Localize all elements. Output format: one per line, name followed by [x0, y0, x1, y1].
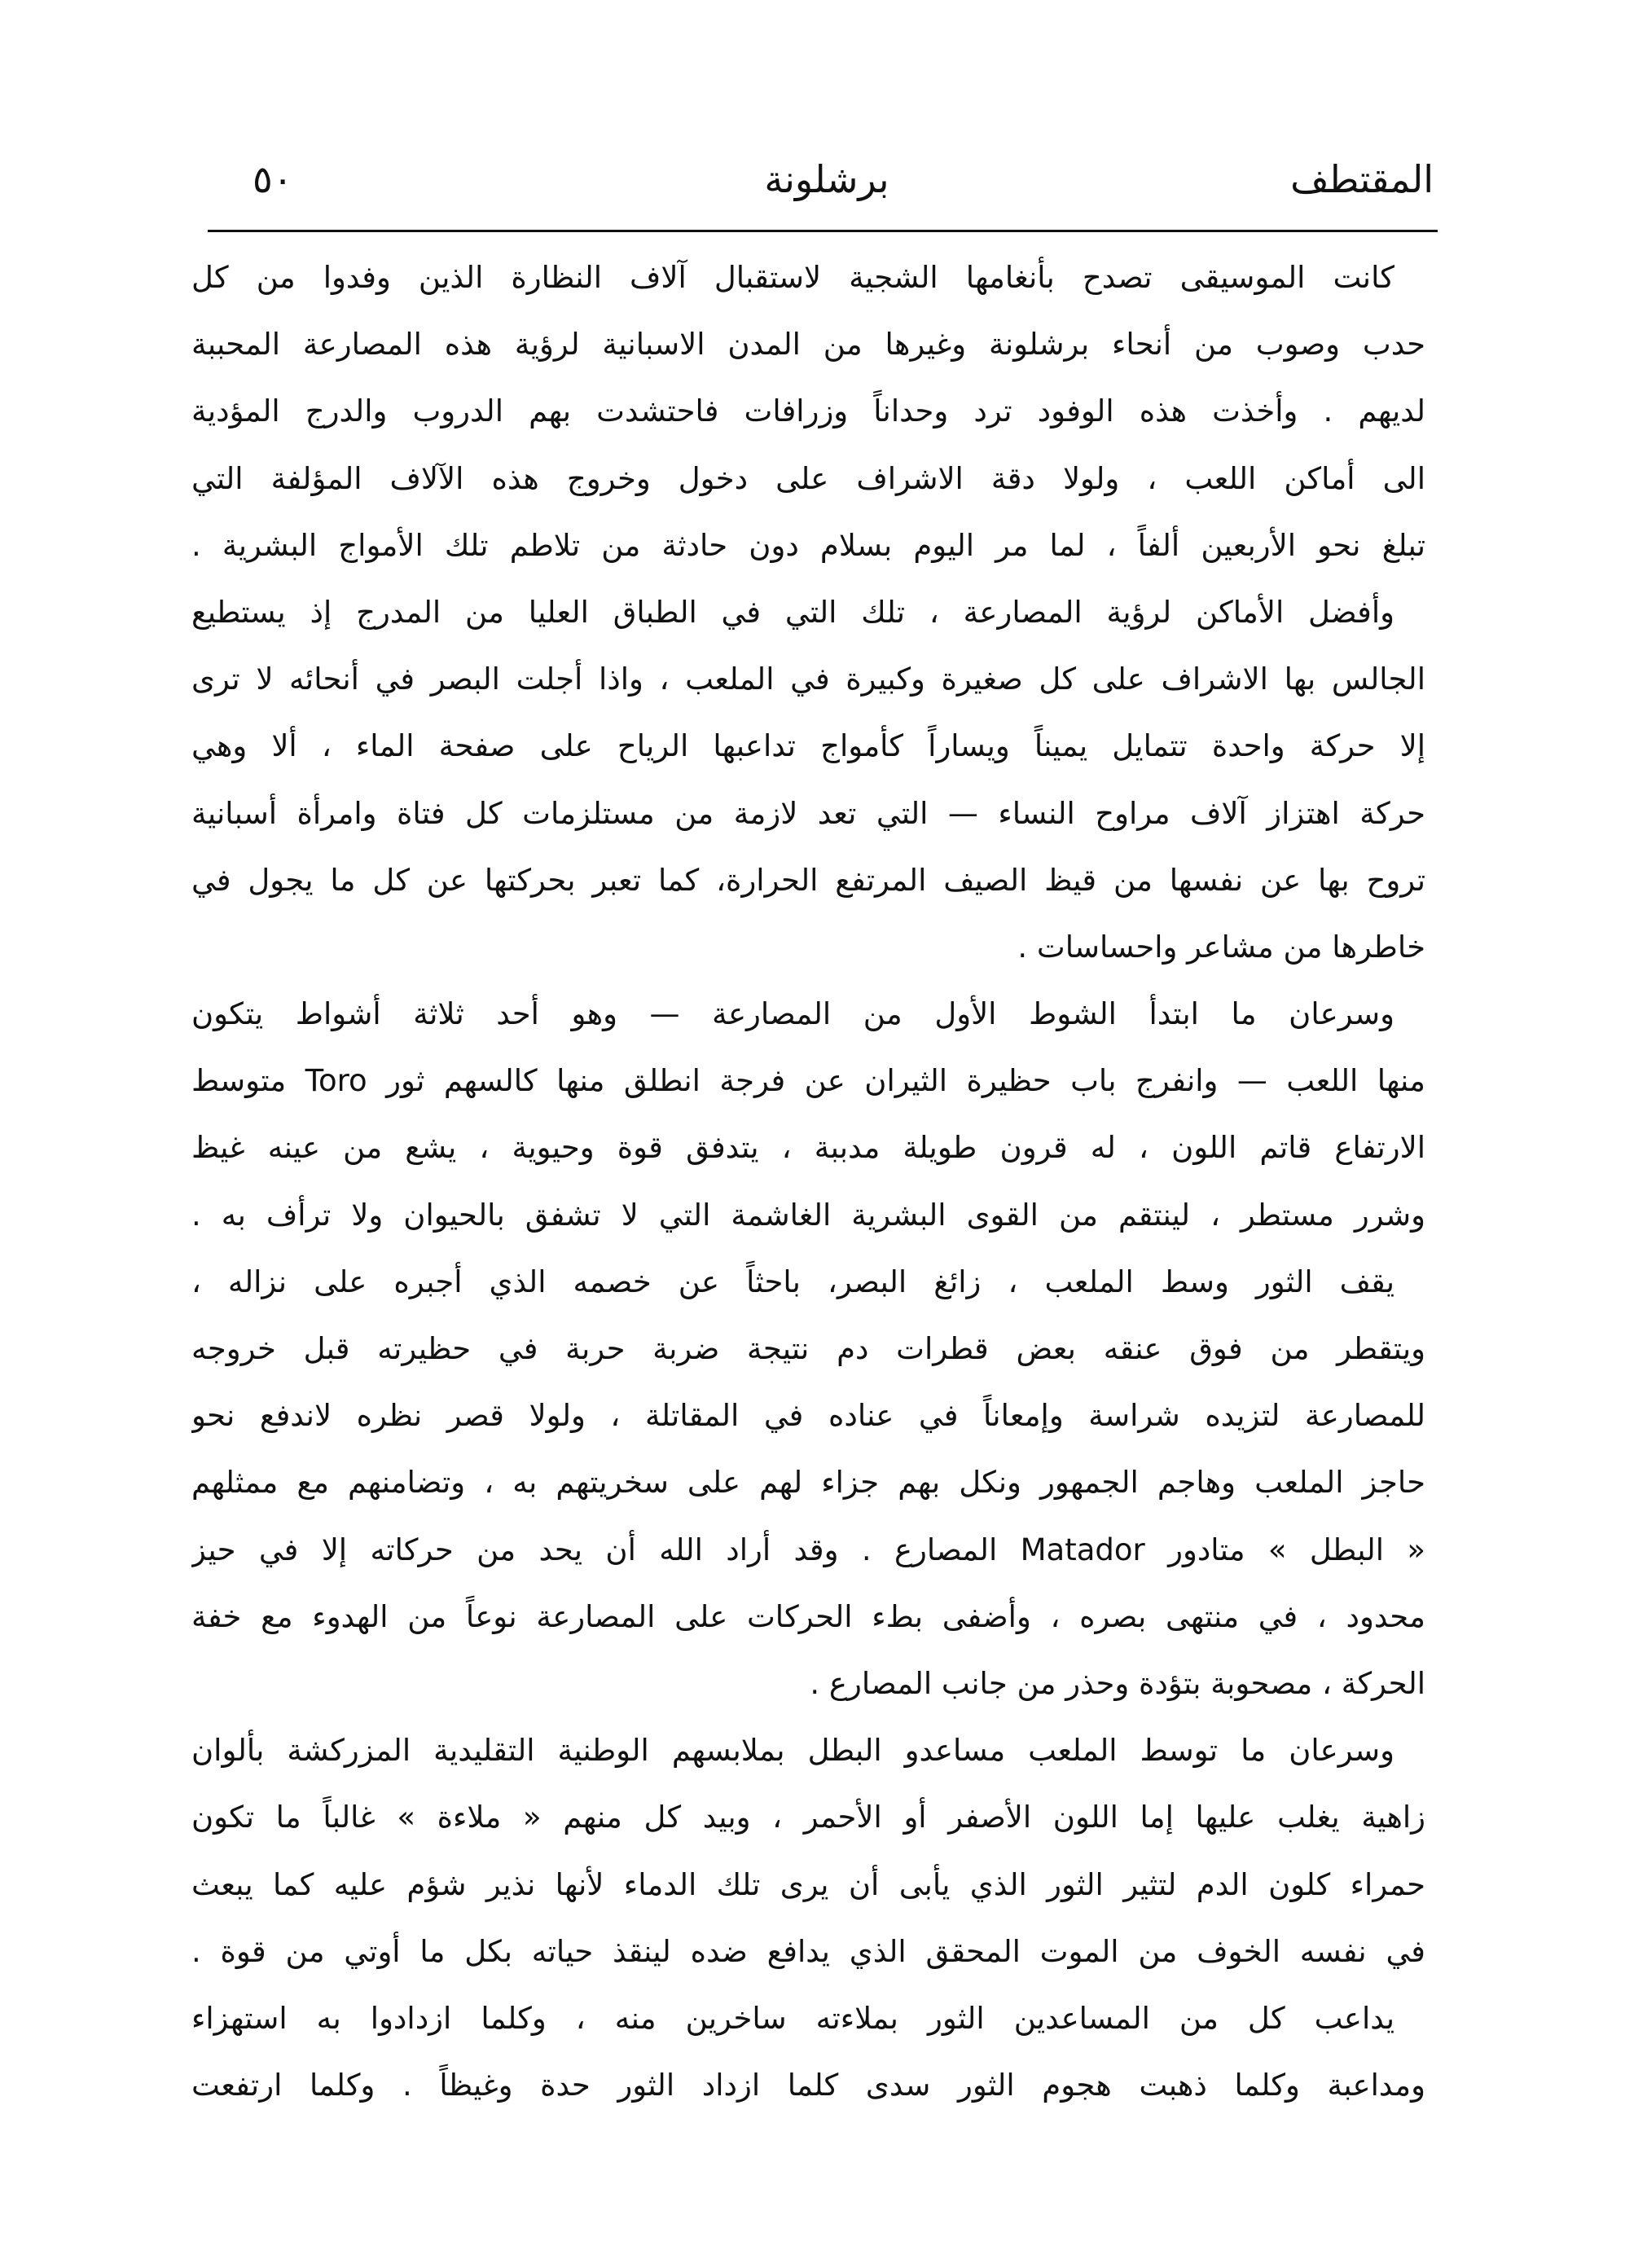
page-number: ٥٠ — [253, 157, 293, 201]
text-line: وسرعان ما ابتدأ الشوط الأول من المصارعة — وهو أحد ثلاثة أشواط يتكون — [191, 996, 1394, 1032]
text-line: خاطرها من مشاعر واحساسات . — [1017, 929, 1425, 965]
text-line: لديهم . وأخذت هذه الوفود ترد وحداناً وزرافات فاحتشدت بهم الدروب والدرج المؤدية — [191, 393, 1425, 429]
text-line: تبلغ نحو الأربعين ألفاً ، لما مر اليوم بسلام دون حادثة من تلاطم تلك الأمواج البشرية . — [191, 527, 1425, 563]
text-line: وسرعان ما توسط الملعب مساعدو البطل بملابسهم الوطنية التقليدية المزركشة بألوان — [191, 1733, 1394, 1769]
text-line: محدود ، في منتهى بصره ، وأضفى بطء الحركات على المصارعة نوعاً من الهدوء مع خفة — [191, 1598, 1425, 1634]
text-line: الحركة ، مصحوبة بتؤدة وحذر من جانب المصارع . — [810, 1665, 1425, 1701]
text-line: الجالس بها الاشراف على كل صغيرة وكبيرة في الملعب ، واذا أجلت البصر في أنحائه لا ترى — [191, 662, 1425, 697]
header-rule — [208, 230, 1438, 232]
text-line: حركة اهتزاز آلاف مراوح النساء — التي تعد لازمة من مستلزمات كل فتاة وامرأة أسبانية — [191, 795, 1425, 831]
text-line: ومداعبة وكلما ذهبت هجوم الثور سدى كلما ازداد الثور حدة وغيظاً . وكلما ارتفعت — [191, 2068, 1425, 2103]
text-line: « البطل » متادور Matador المصارع . وقد أراد الله أن يحد من حركاته إلا في حيز — [191, 1532, 1425, 1567]
article-body — [191, 244, 1425, 2119]
journal-title: المقتطف — [1290, 157, 1434, 201]
article-title: برشلونة — [764, 157, 889, 201]
running-head — [220, 147, 1434, 212]
text-line: منها اللعب — وانفرج باب حظيرة الثيران عن فرجة انطلق منها كالسهم ثور Toro متوسط — [191, 1063, 1425, 1099]
text-line: حدب وصوب من أنحاء برشلونة وغيرها من المدن الاسبانية لرؤية هذه المصارعة المحببة — [191, 327, 1425, 363]
text-line: للمصارعة لتزيده شراسة وإمعاناً في عناده في المقاتلة ، ولولا قصر نظره لاندفع نحو — [191, 1398, 1425, 1434]
text-line: يداعب كل من المساعدين الثور بملاءته ساخرين منه ، وكلما ازدادوا به استهزاء — [191, 2000, 1394, 2036]
text-line: حمراء كلون الدم لتثير الثور الذي يأبى أن يرى تلك الدماء لأنها نذير شؤم عليه كما يبعث — [191, 1866, 1425, 1902]
text-line: وشرر مستطر ، لينتقم من القوى البشرية الغاشمة التي لا تشفق بالحيوان ولا ترأف به . — [191, 1197, 1425, 1233]
text-line: الى أماكن اللعب ، ولولا دقة الاشراف على دخول وخروج هذه الآلاف المؤلفة التي — [191, 460, 1425, 496]
text-line: في نفسه الخوف من الموت المحقق الذي يدافع ضده لينقذ حياته بكل ما أوتي من قوة . — [191, 1933, 1425, 1969]
text-line: إلا حركة واحدة تتمايل يميناً ويساراً كأمواج تداعبها الرياح على صفحة الماء ، ألا وهي — [191, 728, 1425, 764]
text-line: الارتفاع قاتم اللون ، له قرون طويلة مدببة ، يتدفق قوة وحيوية ، يشع من عينه غيظ — [191, 1130, 1425, 1166]
text-line: وأفضل الأماكن لرؤية المصارعة ، تلك التي في الطباق العليا من المدرج إذ يستطيع — [191, 594, 1394, 630]
text-line: يقف الثور وسط الملعب ، زائغ البصر، باحثاً عن خصمه الذي أجبره على نزاله ، — [191, 1264, 1394, 1299]
text-line: كانت الموسيقى تصدح بأنغامها الشجية لاستقبال آلاف النظارة الذين وفدوا من كل — [191, 260, 1394, 295]
text-line: تروح بها عن نفسها من قيظ الصيف المرتفع الحرارة، كما تعبر بحركتها عن كل ما يجول في — [191, 862, 1425, 898]
text-line: حاجز الملعب وهاجم الجمهور ونكل بهم جزاء لهم على سخريتهم به ، وتضامنهم مع ممثلهم — [191, 1465, 1425, 1501]
text-line: زاهية يغلب عليها إما اللون الأصفر أو الأحمر ، وبيد كل منهم « ملاءة » غالباً ما تكون — [191, 1800, 1425, 1835]
text-line: ويتقطر من فوق عنقه بعض قطرات دم نتيجة ضربة حربة في حظيرته قبل خروجه — [191, 1331, 1425, 1366]
